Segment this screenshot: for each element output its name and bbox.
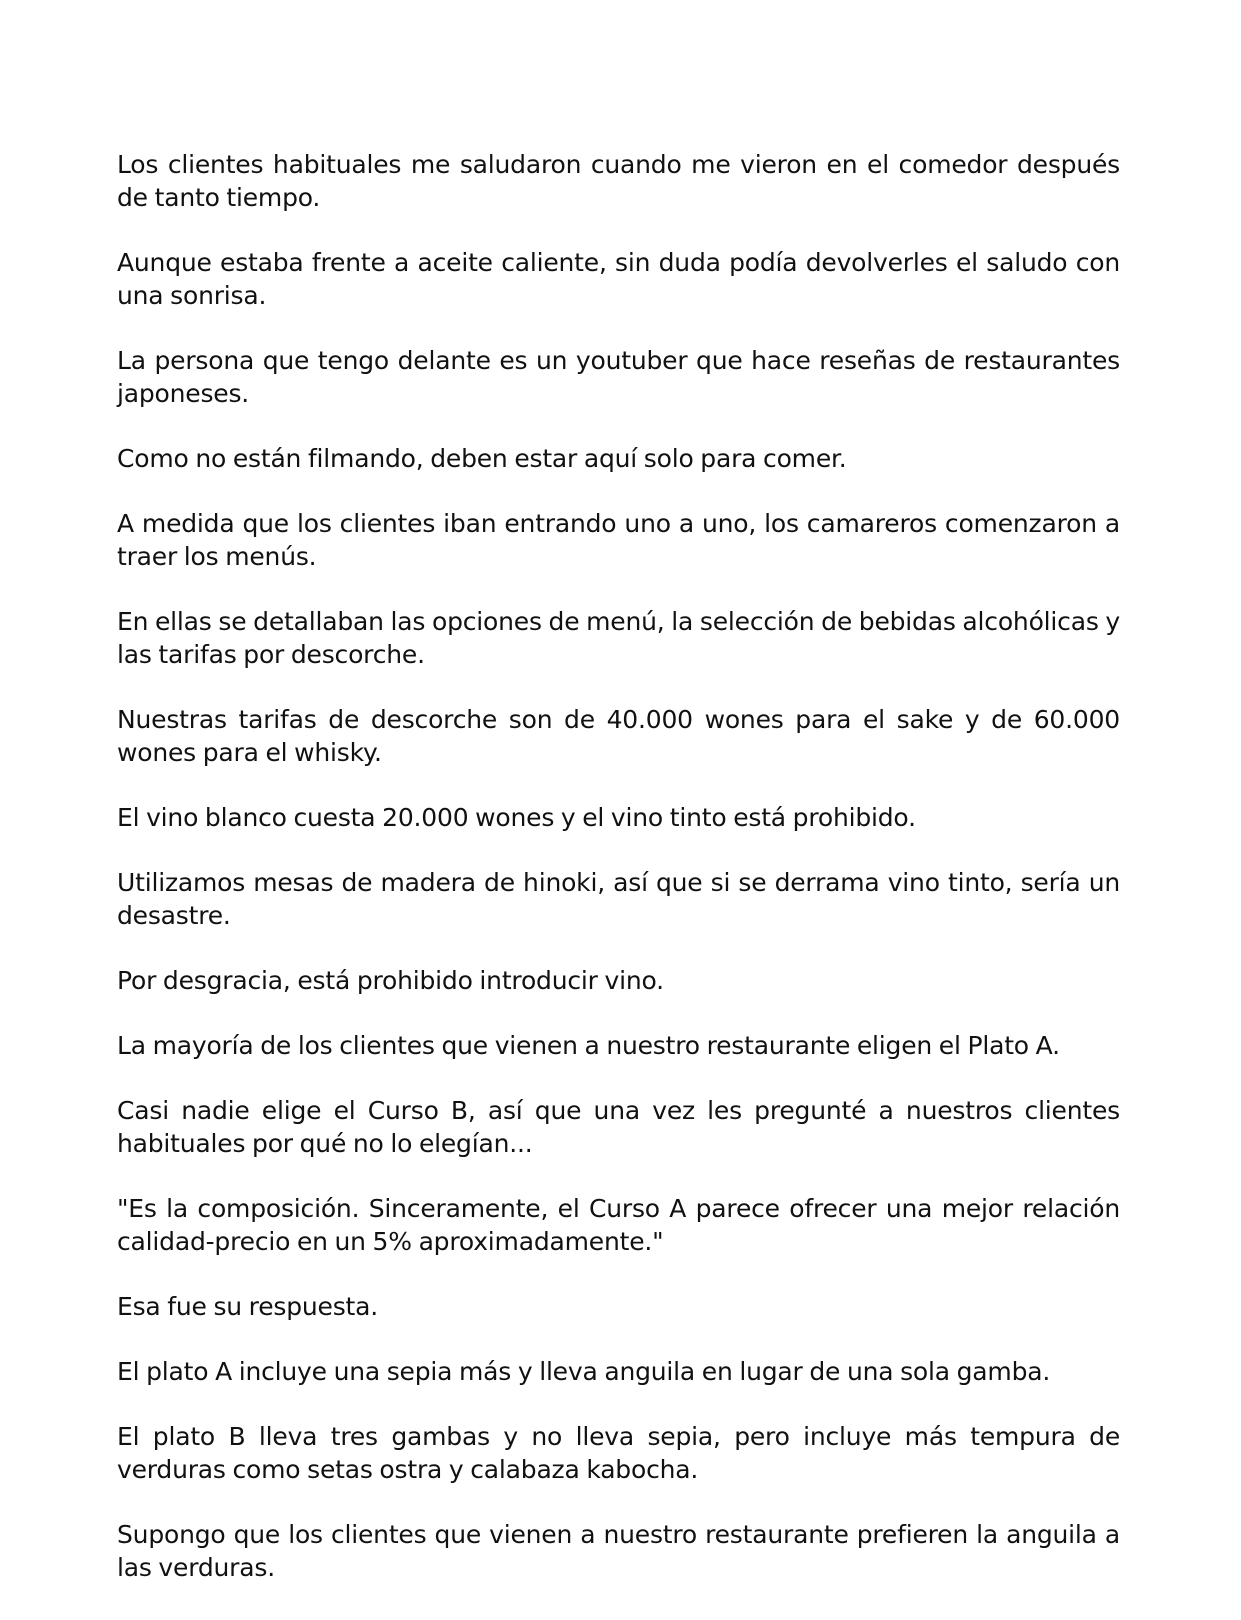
paragraph-4: Como no están filmando, deben estar aquí solo para comer. (117, 444, 847, 473)
paragraph-9: Utilizamos mesas de madera de hinoki, así que si se derrama vino tinto, sería un desastre. (117, 868, 1120, 930)
paragraph-14: Esa fue su respuesta. (117, 1292, 379, 1321)
paragraph-15: El plato A incluye una sepia más y lleva anguila en lugar de una sola gamba. (117, 1357, 1051, 1386)
paragraph-17: Supongo que los clientes que vienen a nuestro restaurante prefieren la anguila a las verduras. (117, 1520, 1120, 1582)
paragraph-8: El vino blanco cuesta 20.000 wones y el vino tinto está prohibido. (117, 803, 916, 832)
paragraph-1: Los clientes habituales me saludaron cuando me vieron en el comedor después de tanto tiempo. (117, 150, 1120, 212)
paragraph-10: Por desgracia, está prohibido introducir vino. (117, 966, 664, 995)
paragraph-13: "Es la composición. Sinceramente, el Curso A parece ofrecer una mejor relación calidad-precio en un 5% aproximadamente." (117, 1194, 1120, 1256)
paragraph-2: Aunque estaba frente a aceite caliente, sin duda podía devolverles el saludo con una sonrisa. (117, 248, 1120, 310)
paragraph-3: La persona que tengo delante es un youtuber que hace reseñas de restaurantes japoneses. (117, 346, 1120, 408)
paragraph-12: Casi nadie elige el Curso B, así que una vez les pregunté a nuestros clientes habituales por qué no lo elegían... (117, 1096, 1120, 1158)
paragraph-11: La mayoría de los clientes que vienen a nuestro restaurante eligen el Plato A. (117, 1031, 1060, 1060)
paragraph-6: En ellas se detallaban las opciones de menú, la selección de bebidas alcohólicas y las tarifas por descorche. (117, 607, 1120, 669)
body-text (117, 148, 1120, 1616)
paragraph-7: Nuestras tarifas de descorche son de 40.000 wones para el sake y de 60.000 wones para el whisky. (117, 705, 1120, 767)
paragraph-5: A medida que los clientes iban entrando uno a uno, los camareros comenzaron a traer los menús. (117, 509, 1120, 571)
paragraph-16: El plato B lleva tres gambas y no lleva sepia, pero incluye más tempura de verduras como setas ostra y calabaza kabocha. (117, 1422, 1120, 1484)
